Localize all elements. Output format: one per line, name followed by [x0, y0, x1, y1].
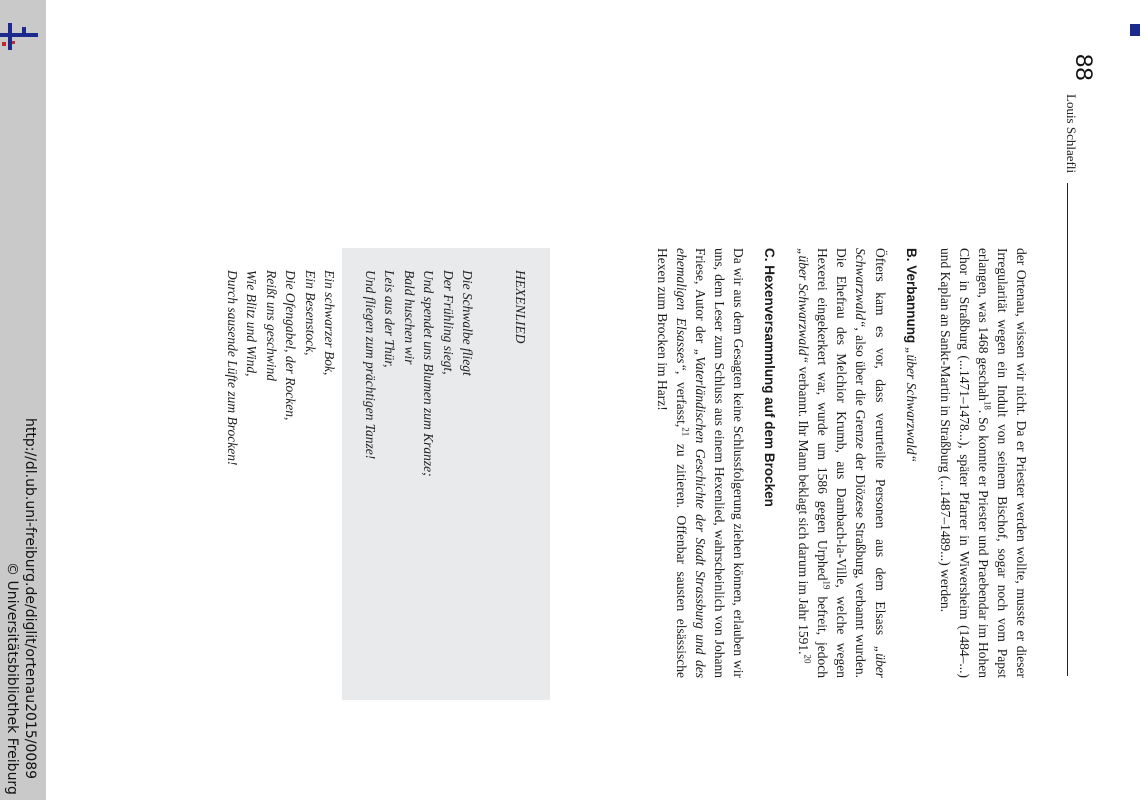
poem-line: Leis aus der Thür,	[382, 270, 398, 368]
section-b-heading: B. Verbannung „über Schwarzwald“	[903, 248, 919, 463]
page-number: 88	[1070, 54, 1097, 81]
poem-line: Wie Blitz und Wind,	[244, 270, 260, 377]
poem-stanza-2	[223, 270, 340, 477]
section-c-paragraph: Da wir aus dem Gesagten keine Schlussfolgerung ziehen können, erlauben wir uns, dem Leser zum Schluss aus einem Hexenlied, wahrscheinlich von Johann Friese, Autor der „Vaterländischen Geschichte der Stadt Strassburg und des ehemaligen Elsasses“, verfasst,$^{21}$ zu zitieren. Offenbar sausten elsässische Hexen zum Brocken im Harz!	[654, 248, 747, 678]
header-rule	[1067, 183, 1068, 676]
footnote-ref: 20	[802, 654, 813, 664]
poem-line: Durch sausende Lüfte zum Brocken!	[225, 270, 240, 466]
poem-line: Und fliegen zum prächtigen Tanze!	[363, 270, 378, 460]
footnote-ref: 18	[982, 400, 993, 410]
footnote-ref: 19	[821, 580, 832, 590]
poem-line: Die Schwalbe fliegt	[460, 270, 476, 376]
poem-line: Ein schwarzer Bok,	[322, 270, 338, 376]
footnote-ref: 21	[680, 427, 691, 437]
scanned-page	[95, 36, 1105, 766]
rotated-page-content	[95, 36, 1105, 766]
poem-title: HEXENLIED	[513, 270, 528, 344]
university-logo-icon	[0, 20, 38, 50]
poem-line: Die Ofengabel, der Rocken,	[283, 270, 299, 421]
poem-stanza-1	[361, 270, 478, 477]
section-b-paragraph: Öfters kam es vor, dass verurteilte Personen aus dem Elsass „über Schwarzwald“, also über die Grenze der Diözese Straßburg, verbannt wurden. Die Ehefrau des Melchior Krumb, aus Dambach-la-Ville, welche wegen Hexerei eingekerkert war, wurde um 1586 gegen Urphed$^{19}$ befreit, jedoch „über Schwarzwald“ verbannt. Ihr Mann beklagt sich darum im Jahr 1591.20	[796, 248, 888, 678]
page-edge-mark	[1130, 24, 1140, 36]
body-text	[653, 248, 1031, 678]
section-c-heading: C. Hexenversammlung auf dem Brocken	[762, 248, 778, 507]
running-head: Louis Schlaefli	[1064, 94, 1079, 174]
copyright-notice: © Universitätsbibliothek Freiburg	[4, 562, 20, 795]
poem-line: Der Frühling siegt,	[441, 270, 456, 375]
poem-box	[225, 248, 550, 700]
poem-line: Bald huschen wir	[402, 270, 417, 365]
poem	[223, 270, 531, 477]
poem-line: Reißt uns geschwind	[264, 270, 279, 381]
poem-line: Ein Besenstock,	[303, 270, 318, 356]
document-url[interactable]: http://dl.ub.uni-freiburg.de/diglit/ortenau2015/0089	[22, 418, 38, 780]
intro-paragraph: der Ortenau, wissen wir nicht. Da er Priester werden wollte, musste er dieser Irregularität wegen ein Indult von seinem Bischof, sogar noch vom Papst erlangen, was 1468 geschah$^{18}$. So konnte er Priester und Praebendar im Hohen Chor in Straßburg (...1471–1478...), später Pfarrer in Wiwersheim (1484–...) und Kaplan an Sankt-Martin in Straßburg (...1487–1489...) werden.	[937, 248, 1029, 678]
viewer-sidebar	[0, 0, 46, 800]
poem-line: Und spendet uns Blumen zum Kranze;	[421, 270, 437, 477]
